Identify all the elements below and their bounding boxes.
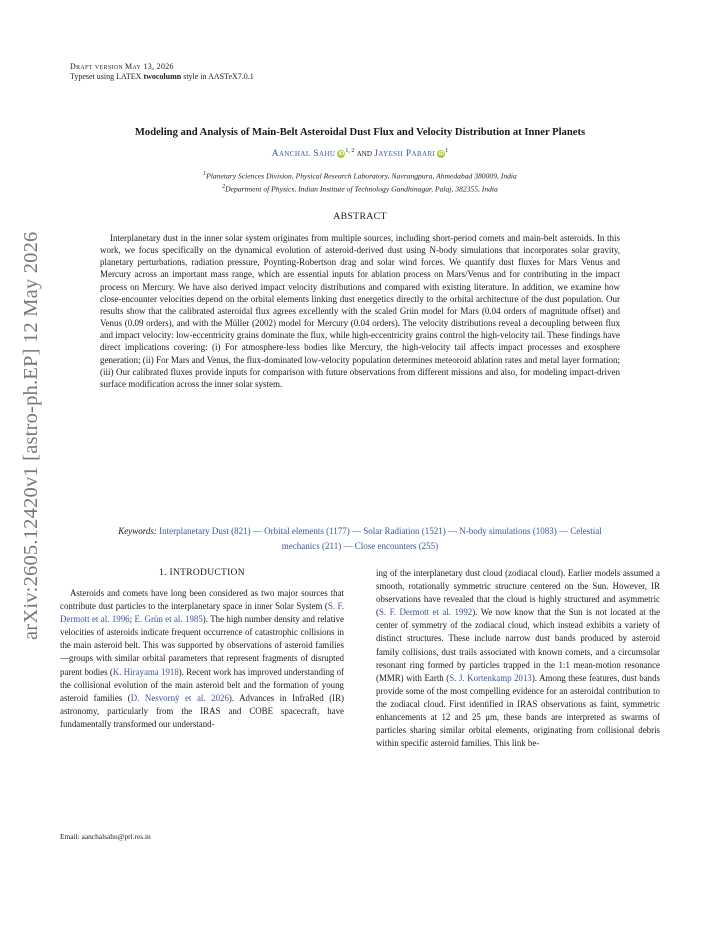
affiliation-text: Planetary Sciences Division, Physical Research Laboratory, Navrangpura, Ahmedabad 380009, India	[206, 171, 517, 181]
author-name[interactable]: Jayesh Pabari	[374, 149, 436, 160]
draft-version-line	[70, 62, 254, 72]
body-text: ). Advances in InfraRed (IR) astronomy, particularly from the IRAS and COBE spacecraft, have fundamentally transformed our understand-	[60, 692, 345, 729]
citation-link[interactable]: S. F. Dermott et al. 1992	[378, 607, 473, 618]
abstract-text: Interplanetary dust in the inner solar system originates from multiple sources, including short-period comets and main-belt asteroids. In this work, we focus specifically on the dynamical evolution of asteroid-derived dust using N-body simulations that incorporates solar gravity, planetary perturbations, radiation pressure, Poynting-Robertson drag and solar wind forces. We quantify dust fluxes for Mars Venus and Mercury across an important mass range, which are essential inputs for ablation process on Mars/Venus and for contributing in the impact process on Mercury. We have also derived impact velocity distributions and compared with existing literature. In addition, we examine how close-encounter velocities depend on the orbital elements linking dust energetics directly to the orbital architecture of the dust population. Our results show that the calibrated asteroidal flux agrees excellently with the scaled Grün model for Mars (0.04 orders of magnitude offset) and Venus (0.09 orders), and with the Müller (2002) model for Mercury (0.04 orders). The velocity distributions reveal a decoupling between flux and impact velocity: low-eccentricity grains dominate the flux, while high-eccentricity grains control the high-velocity tail. These findings have direct implications covering: (i) For atmosphere-less bodies like Mercury, the high-velocity tail affects impact processes and exosphere generation; (ii) For Mars and Venus, the flux-dominated low-velocity population determines meteoroid ablation rates and metal layer formation; (iii) Our calibrated fluxes provide inputs for comparison with future observations from different missions and also, for modeling impact-driven surface modification across the inner solar system.	[100, 233, 620, 389]
keywords	[100, 524, 620, 554]
keyword-link[interactable]: N-body simulations (1083)	[459, 526, 557, 536]
body-text: ). The high number density and relative velocities of asteroids indicate frequent occurrence of catastrophic collisions in the main asteroid belt. This was supported by observations of asteroid families—groups with similar orbital parameters that represent fragments of disrupted parent bodies (	[60, 614, 344, 677]
keyword-separator: —	[556, 526, 571, 536]
intro-column-right	[376, 567, 660, 750]
author-email[interactable]: Email: aanchalsahu@prl.res.in	[60, 832, 151, 841]
keyword-link[interactable]: Interplanetary Dust (821)	[159, 526, 251, 536]
typeset-bold: twocolumn	[143, 72, 182, 81]
citation-link[interactable]: S. J. Kortenkamp 2013	[449, 672, 532, 683]
author-affiliation-marks: 1	[445, 148, 449, 154]
affiliation-2	[40, 184, 680, 194]
orcid-icon[interactable]: iD	[338, 151, 345, 158]
body-text: ). Recent work has improved understanding of the collisional evolution of the main asteroid belt and the formation of young asteroid families (	[60, 666, 344, 703]
intro-column-left	[60, 587, 344, 731]
typeset-line	[70, 72, 254, 82]
draft-date: May 13, 2026	[125, 62, 174, 71]
draft-label: Draft version	[70, 62, 124, 71]
typeset-suffix: style in AASTeX7.0.1	[181, 72, 254, 81]
keyword-separator: —	[349, 526, 364, 536]
author-line	[40, 148, 680, 159]
keywords-list	[159, 526, 602, 551]
body-text: ). Among these features, dust bands provide some of the most compelling evidence for an asteroidal contribution to the zodiacal cloud. First identified in IRAS observations as faint, symmetric enhancements at 12 and 25 μm, these bands are interpreted as swarms of particles sharing similar orbital elements, originating from collisional debris within specific asteroid families. This link be-	[376, 672, 660, 749]
affiliation-number: 1	[203, 171, 207, 177]
affiliation-1	[40, 171, 680, 181]
citation-link[interactable]: E. Grün et al. 1985	[134, 614, 203, 625]
keyword-link[interactable]: Celestial mechanics (211)	[281, 526, 602, 551]
keywords-label: Keywords:	[118, 526, 157, 536]
keyword-separator: —	[250, 526, 265, 536]
keyword-separator: —	[341, 541, 355, 551]
citation-link[interactable]: S. F. Dermott et al. 1996	[60, 601, 344, 625]
affiliation-text: Department of Physics, Indian Institute of Technology Gandhinagar, Palaj, 382355, India	[225, 184, 498, 194]
typeset-text: Typeset using LATEX	[70, 72, 144, 81]
orcid-icon[interactable]: iD	[438, 151, 445, 158]
body-text: Asteroids and comets have long been considered as two major sources that contribute dust particles to the interplanetary space in inner Solar System (	[60, 588, 344, 612]
body-text: ). We now know that the Sun is not located at the center of symmetry of the zodiacal cloud, which instead exhibits a variety of distinct structures. These include narrow dust bands produced by asteroid family collisions, dust trails associated with known comets, and a circumsolar resonant ring formed by particles trapped in the 1:1 mean-motion resonance (MMR) with Earth (	[376, 607, 661, 683]
citation-link[interactable]: D. Nesvorný et al. 2026	[130, 692, 229, 703]
keyword-link[interactable]: Orbital elements (1177)	[264, 526, 350, 536]
keyword-link[interactable]: Solar Radiation (1521)	[363, 526, 446, 536]
author-conjunction: and	[356, 149, 372, 160]
affiliation-number: 2	[222, 184, 226, 190]
body-text: ing of the interplanetary dust cloud (zodiacal cloud). Earlier models assumed a smooth, rotationally symmetric structure centered on the Sun. However, IR observations have revealed that the cloud is highly structured and asymmetric (	[376, 568, 660, 618]
arxiv-identifier: arXiv:2605.12420v1 [astro-ph.EP] 12 May 2026	[20, 231, 42, 640]
author-name[interactable]: Aanchal Sahu	[271, 149, 336, 160]
paper-title: Modeling and Analysis of Main-Belt Asteroidal Dust Flux and Velocity Distribution at Inner Planets	[134, 127, 586, 138]
citation-link[interactable]: K. Hirayama 1918	[112, 666, 179, 677]
section-heading-introduction: 1. INTRODUCTION	[159, 568, 245, 578]
draft-header	[70, 62, 254, 82]
keyword-link[interactable]: Close encounters (255)	[354, 541, 439, 551]
author-affiliation-marks: 1, 2	[345, 148, 355, 154]
body-text: ;	[129, 614, 135, 625]
abstract-heading: ABSTRACT	[333, 211, 387, 222]
keyword-separator: —	[445, 526, 460, 536]
